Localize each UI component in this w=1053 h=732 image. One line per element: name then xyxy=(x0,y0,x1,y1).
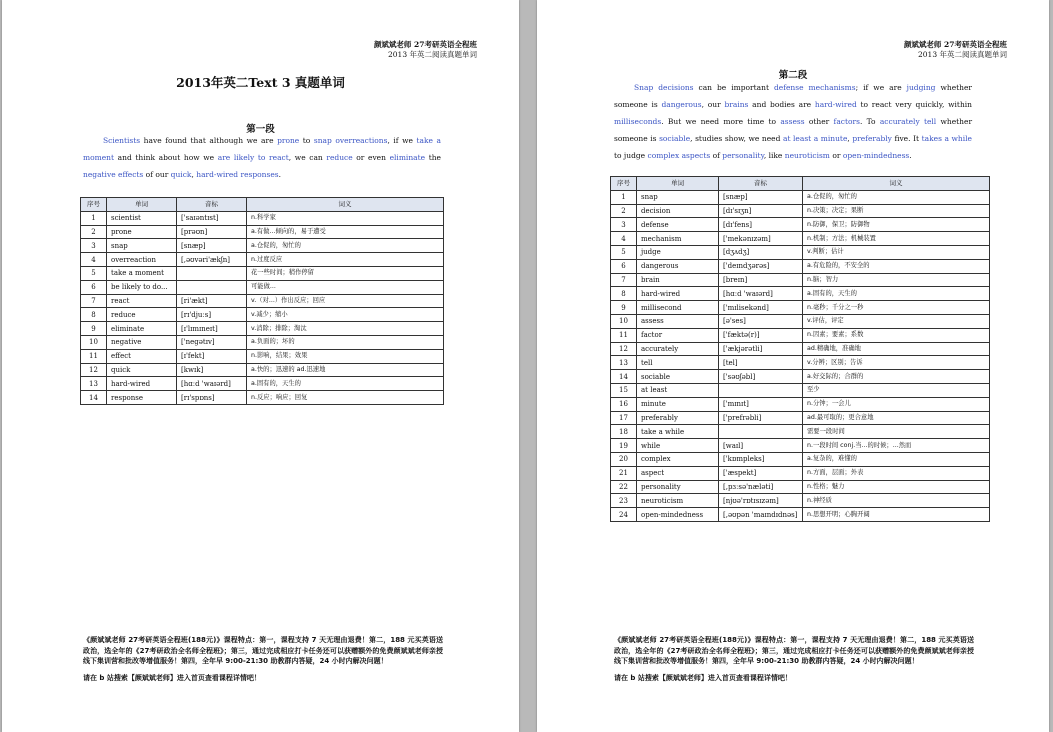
cell-meaning: n.脑；智力 xyxy=(803,273,990,287)
cell-phonetic: [dʒʌdʒ] xyxy=(719,245,803,259)
cell-meaning: a.仓促的，匆忙的 xyxy=(247,239,444,253)
cell-meaning: a.固有的，天生的 xyxy=(803,287,990,301)
cell-index: 5 xyxy=(81,266,107,280)
cell-index: 24 xyxy=(611,508,637,522)
cell-phonetic: ['negətɪv] xyxy=(177,335,247,349)
table-row xyxy=(81,391,444,405)
cell-word: prone xyxy=(107,225,177,239)
cell-phonetic: [ə'ses] xyxy=(719,314,803,328)
cell-meaning: a.有做...倾向的，易于遭受 xyxy=(247,225,444,239)
cell-word: accurately xyxy=(637,342,719,356)
cell-phonetic: [ri'ækt] xyxy=(177,294,247,308)
paragraph-text: , our xyxy=(701,100,725,109)
cell-index: 6 xyxy=(611,259,637,273)
cell-word: tell xyxy=(637,356,719,370)
highlighted-term: react xyxy=(269,153,289,162)
highlighted-term: open-mindedness xyxy=(842,151,910,160)
cell-meaning: n.神经质 xyxy=(803,494,990,508)
cell-phonetic: [hɑːd 'waɪərd] xyxy=(177,377,247,391)
cell-meaning: a.仓促的，匆忙的 xyxy=(803,190,990,204)
cell-index: 7 xyxy=(611,273,637,287)
cell-phonetic: [ɪ'fekt] xyxy=(177,349,247,363)
cell-word: millisecond xyxy=(637,301,719,315)
table-row xyxy=(611,466,990,480)
table-row xyxy=(611,218,990,232)
cell-meaning: a.好交际的；合群的 xyxy=(803,370,990,384)
cell-meaning: n.过度反应 xyxy=(247,253,444,267)
col-header-meaning: 词义 xyxy=(803,177,990,191)
cell-phonetic: ['kɒmpleks] xyxy=(719,452,803,466)
page-header xyxy=(904,40,1007,60)
table-row xyxy=(81,335,444,349)
cell-meaning: 至少 xyxy=(803,383,990,397)
highlighted-term: eliminate xyxy=(389,153,426,162)
cell-meaning: 需要一段时间 xyxy=(803,425,990,439)
cell-index: 22 xyxy=(611,480,637,494)
highlighted-term: takes a while xyxy=(921,134,972,143)
cell-meaning: n.决策；决定；果断 xyxy=(803,204,990,218)
cell-meaning: n.机制；方法；机械装置 xyxy=(803,232,990,246)
cell-index: 17 xyxy=(611,411,637,425)
cell-phonetic: [,əʊvəri'ækʃn] xyxy=(177,253,247,267)
cell-meaning: n.性格；魅力 xyxy=(803,480,990,494)
passage-paragraph-2 xyxy=(614,79,972,164)
highlighted-term: dangerous xyxy=(661,100,702,109)
highlighted-term: are likely to xyxy=(217,153,266,162)
table-row xyxy=(81,225,444,239)
cell-phonetic xyxy=(177,280,247,294)
paragraph-text: of our xyxy=(143,170,171,179)
cell-phonetic: [tel] xyxy=(719,356,803,370)
cell-meaning: n.毫秒；千分之一秒 xyxy=(803,301,990,315)
cell-index: 2 xyxy=(81,225,107,239)
cell-phonetic: [snæp] xyxy=(719,190,803,204)
cell-word: while xyxy=(637,439,719,453)
cell-index: 10 xyxy=(81,335,107,349)
cell-word: hard-wired xyxy=(107,377,177,391)
cell-index: 13 xyxy=(81,377,107,391)
highlighted-term: factors xyxy=(833,117,860,126)
table-row xyxy=(611,259,990,273)
cell-word: snap xyxy=(637,190,719,204)
cell-word: effect xyxy=(107,349,177,363)
vocab-table-2 xyxy=(610,176,990,522)
cell-meaning: v.判断；估计 xyxy=(803,245,990,259)
cell-word: judge xyxy=(637,245,719,259)
paragraph-text: . xyxy=(278,170,282,179)
highlighted-term: reduce xyxy=(326,153,353,162)
cell-meaning: n.方面，层面；外表 xyxy=(803,466,990,480)
cell-phonetic xyxy=(719,383,803,397)
table-row xyxy=(611,439,990,453)
header-subtitle: 2013 年英二阅读真题单词 xyxy=(918,50,1007,59)
table-row xyxy=(611,383,990,397)
cell-phonetic: ['saɪəntɪst] xyxy=(177,211,247,225)
cell-meaning: a.有危险的，不安全的 xyxy=(803,259,990,273)
cell-word: defense xyxy=(637,218,719,232)
highlighted-term: take a moment xyxy=(83,136,441,162)
cell-meaning: n.影响，结果；效果 xyxy=(247,349,444,363)
highlighted-term: at least a minute xyxy=(782,134,848,143)
cell-word: aspect xyxy=(637,466,719,480)
cell-meaning: v.评估，评定 xyxy=(803,314,990,328)
cell-phonetic: ['mɪnɪt] xyxy=(719,397,803,411)
cell-word: be likely to do... xyxy=(107,280,177,294)
cell-word: personality xyxy=(637,480,719,494)
cell-index: 8 xyxy=(611,287,637,301)
highlighted-term: Snap decisions xyxy=(634,83,694,92)
cell-phonetic: [njʊə'rɒtɪsɪzəm] xyxy=(719,494,803,508)
table-row xyxy=(611,245,990,259)
passage-paragraph-1 xyxy=(83,132,441,183)
cell-word: overreaction xyxy=(107,253,177,267)
cell-word: decision xyxy=(637,204,719,218)
paragraph-text: five. It xyxy=(891,134,922,143)
paragraph-text: of xyxy=(710,151,723,160)
paragraph-text: and think about how we xyxy=(114,153,218,162)
cell-index: 3 xyxy=(81,239,107,253)
table-row xyxy=(611,411,990,425)
vocab-table-1 xyxy=(80,197,444,405)
cell-index: 11 xyxy=(81,349,107,363)
paragraph-text: other xyxy=(804,117,834,126)
cell-phonetic: ['deɪndʒərəs] xyxy=(719,259,803,273)
cell-index: 6 xyxy=(81,280,107,294)
paragraph-text: have found that although we are xyxy=(140,136,278,145)
cell-phonetic: [snæp] xyxy=(177,239,247,253)
cell-index: 1 xyxy=(611,190,637,204)
table-row xyxy=(611,425,990,439)
cell-meaning: a.复杂的，难懂的 xyxy=(803,452,990,466)
highlighted-term: prone xyxy=(277,136,300,145)
cell-meaning: v.分辨；区别；告诉 xyxy=(803,356,990,370)
cell-word: quick xyxy=(107,363,177,377)
cell-index: 12 xyxy=(611,342,637,356)
cell-word: take a moment xyxy=(107,266,177,280)
cell-meaning: a.负面的；坏的 xyxy=(247,335,444,349)
paragraph-text: , like xyxy=(763,151,785,160)
table-row xyxy=(611,356,990,370)
cell-index: 21 xyxy=(611,466,637,480)
table-row xyxy=(81,266,444,280)
header-course: 颜斌斌老师 27考研英语全程班 xyxy=(373,40,477,49)
highlighted-term: milliseconds xyxy=(614,117,662,126)
paragraph-text: the xyxy=(425,153,441,162)
highlighted-term: assess xyxy=(780,117,805,126)
cell-meaning: ad.精确地，准确地 xyxy=(803,342,990,356)
table-row xyxy=(81,294,444,308)
col-header-meaning: 词义 xyxy=(247,198,444,212)
paragraph-text: can be important xyxy=(693,83,774,92)
paragraph-text: or xyxy=(829,151,843,160)
paragraph-text: , studies show, we need xyxy=(690,134,783,143)
cell-meaning: a.固有的，天生的 xyxy=(247,377,444,391)
course-footer-cta: 请在 b 站搜索【颜斌斌老师】进入首页查看课程详情吧！ xyxy=(614,674,792,682)
paragraph-text: whether someone is xyxy=(614,83,973,109)
cell-word: eliminate xyxy=(107,322,177,336)
paragraph-text: . But we need more time to xyxy=(661,117,781,126)
cell-meaning: v.减少；缩小 xyxy=(247,308,444,322)
course-footer: 《颜斌斌老师 27考研英语全程班(188元)》课程特点：第一，课程支持 7 天无理由退费！第二，188 元买英语送政治，选全年的《27考研政治全名师全程班》；第三，通过完成相应打卡任务还可以获赠额外的免费颜斌斌老师亲授线下集训营和批改等增值服务！第四，全年早 9:00-21:30 助教群内答疑，24 小时内解决问题！ xyxy=(83,636,443,665)
cell-index: 12 xyxy=(81,363,107,377)
highlighted-term: brains xyxy=(724,100,749,109)
paragraph-text: , if we xyxy=(387,136,417,145)
cell-phonetic: [,pɜːsə'næləti] xyxy=(719,480,803,494)
cell-phonetic: ['səʊʃəbl] xyxy=(719,370,803,384)
table-row xyxy=(81,349,444,363)
course-footer-cta: 请在 b 站搜索【颜斌斌老师】进入首页查看课程详情吧！ xyxy=(83,674,261,682)
cell-phonetic: [kwɪk] xyxy=(177,363,247,377)
paragraph-text: to xyxy=(299,136,314,145)
highlighted-term: Scientists xyxy=(103,136,141,145)
cell-word: dangerous xyxy=(637,259,719,273)
table-row xyxy=(611,287,990,301)
cell-index: 5 xyxy=(611,245,637,259)
highlighted-term: personality xyxy=(722,151,764,160)
cell-meaning: ad.最可取的；更合意地 xyxy=(803,411,990,425)
table-row xyxy=(611,508,990,522)
document-page-2 xyxy=(537,0,1049,732)
cell-word: sociable xyxy=(637,370,719,384)
cell-index: 14 xyxy=(611,370,637,384)
table-row xyxy=(611,301,990,315)
cell-index: 1 xyxy=(81,211,107,225)
cell-word: react xyxy=(107,294,177,308)
highlighted-term: sociable xyxy=(659,134,691,143)
cell-word: preferably xyxy=(637,411,719,425)
cell-phonetic: [ɪ'lɪmɪneɪt] xyxy=(177,322,247,336)
table-row xyxy=(611,204,990,218)
cell-phonetic: [waɪl] xyxy=(719,439,803,453)
table-row xyxy=(81,211,444,225)
cell-meaning: n.分钟；一会儿 xyxy=(803,397,990,411)
cell-word: hard-wired xyxy=(637,287,719,301)
table-row xyxy=(611,480,990,494)
cell-meaning: n.思想开明；心胸开阔 xyxy=(803,508,990,522)
highlighted-term: hard-wired responses xyxy=(196,170,279,179)
table-row xyxy=(81,322,444,336)
cell-phonetic: [breɪn] xyxy=(719,273,803,287)
table-row xyxy=(611,232,990,246)
cell-index: 11 xyxy=(611,328,637,342)
paragraph-text: or even xyxy=(352,153,390,162)
cell-word: mechanism xyxy=(637,232,719,246)
page-header xyxy=(374,40,477,60)
cell-meaning: 可能做... xyxy=(247,280,444,294)
cell-meaning: a.快的；迅速的 ad.迅速地 xyxy=(247,363,444,377)
page-title: 2013年英二Text 3 真题单词 xyxy=(176,75,345,90)
table-row xyxy=(81,363,444,377)
cell-word: negative xyxy=(107,335,177,349)
cell-meaning: n.防御，保卫；防御物 xyxy=(803,218,990,232)
course-footer: 《颜斌斌老师 27考研英语全程班(188元)》课程特点：第一，课程支持 7 天无理由退费！第二，188 元买英语送政治，选全年的《27考研政治全名师全程班》；第三，通过完成相应打卡任务还可以获赠额外的免费颜斌斌老师亲授线下集训营和批改等增值服务！第四，全年早 9:00-21:30 助教群内答疑，24 小时内解决问题！ xyxy=(614,636,974,665)
col-header-word: 单词 xyxy=(107,198,177,212)
table-row xyxy=(81,239,444,253)
highlighted-term: hard-wired xyxy=(814,100,857,109)
paragraph-text: to react very quickly, within xyxy=(856,100,973,109)
cell-phonetic xyxy=(177,266,247,280)
paragraph-text: , xyxy=(191,170,197,179)
cell-phonetic: ['prefrəbli] xyxy=(719,411,803,425)
cell-phonetic: ['æspekt] xyxy=(719,466,803,480)
table-row xyxy=(81,253,444,267)
cell-word: reduce xyxy=(107,308,177,322)
cell-index: 16 xyxy=(611,397,637,411)
cell-word: complex xyxy=(637,452,719,466)
document-page-1 xyxy=(2,0,519,732)
cell-index: 4 xyxy=(81,253,107,267)
highlighted-term: defense mechanisms xyxy=(773,83,856,92)
cell-index: 4 xyxy=(611,232,637,246)
table-row xyxy=(611,452,990,466)
table-row xyxy=(611,328,990,342)
cell-index: 13 xyxy=(611,356,637,370)
table-row xyxy=(611,370,990,384)
paragraph-text: , we can xyxy=(288,153,327,162)
cell-word: snap xyxy=(107,239,177,253)
cell-phonetic: ['ækjərətli] xyxy=(719,342,803,356)
cell-phonetic: [dɪ'sɪʒn] xyxy=(719,204,803,218)
paragraph-text: . xyxy=(909,151,912,160)
cell-index: 23 xyxy=(611,494,637,508)
cell-meaning: n.因素；要素；系数 xyxy=(803,328,990,342)
highlighted-term: accurately tell xyxy=(879,117,937,126)
highlighted-term: judging xyxy=(906,83,936,92)
paragraph-text: ; if we are xyxy=(855,83,907,92)
col-header-index: 序号 xyxy=(611,177,637,191)
highlighted-term: quick xyxy=(170,170,192,179)
cell-index: 18 xyxy=(611,425,637,439)
cell-index: 20 xyxy=(611,452,637,466)
table-row xyxy=(611,190,990,204)
paragraph-text: and bodies are xyxy=(748,100,815,109)
header-subtitle: 2013 年英二阅读真题单词 xyxy=(388,50,477,59)
col-header-index: 序号 xyxy=(81,198,107,212)
table-row xyxy=(611,397,990,411)
cell-phonetic: ['mekənɪzəm] xyxy=(719,232,803,246)
cell-phonetic xyxy=(719,425,803,439)
table-row xyxy=(611,273,990,287)
highlighted-term: overreactions xyxy=(335,136,388,145)
section-heading-2: 第二段 xyxy=(778,70,808,81)
cell-phonetic: ['fæktə(r)] xyxy=(719,328,803,342)
cell-phonetic: ['mɪlisekənd] xyxy=(719,301,803,315)
col-header-word: 单词 xyxy=(637,177,719,191)
cell-index: 14 xyxy=(81,391,107,405)
section-heading-1: 第一段 xyxy=(246,124,275,135)
highlighted-term: complex aspects xyxy=(647,151,711,160)
paragraph-text: whether someone is xyxy=(614,117,973,143)
cell-word: factor xyxy=(637,328,719,342)
header-course: 颜斌斌老师 27考研英语全程班 xyxy=(903,40,1007,49)
cell-word: take a while xyxy=(637,425,719,439)
cell-phonetic: [dɪ'fens] xyxy=(719,218,803,232)
highlighted-term: neuroticism xyxy=(784,151,830,160)
cell-phonetic: [,əʊpən 'maɪndɪdnəs] xyxy=(719,508,803,522)
cell-index: 2 xyxy=(611,204,637,218)
highlighted-term: snap xyxy=(313,136,332,145)
table-row xyxy=(611,342,990,356)
cell-word: response xyxy=(107,391,177,405)
cell-meaning: v.消除；排除；淘汰 xyxy=(247,322,444,336)
cell-meaning: n.一段时间 conj.当...的时候；...然而 xyxy=(803,439,990,453)
cell-meaning: v.（对...）作出反应；回应 xyxy=(247,294,444,308)
cell-index: 15 xyxy=(611,383,637,397)
cell-word: minute xyxy=(637,397,719,411)
table-row xyxy=(611,494,990,508)
cell-meaning: n.反应；响应；回复 xyxy=(247,391,444,405)
highlighted-term: negative effects xyxy=(83,170,144,179)
col-header-phonetic: 音标 xyxy=(177,198,247,212)
col-header-phonetic: 音标 xyxy=(719,177,803,191)
highlighted-term: preferably xyxy=(852,134,892,143)
cell-word: neuroticism xyxy=(637,494,719,508)
cell-index: 10 xyxy=(611,314,637,328)
cell-phonetic: [prəʊn] xyxy=(177,225,247,239)
table-row xyxy=(81,377,444,391)
cell-word: open-mindedness xyxy=(637,508,719,522)
cell-word: brain xyxy=(637,273,719,287)
table-row xyxy=(81,280,444,294)
cell-word: assess xyxy=(637,314,719,328)
paragraph-text: to judge xyxy=(614,151,648,160)
cell-index: 3 xyxy=(611,218,637,232)
cell-meaning: 花一些时间；稍作停留 xyxy=(247,266,444,280)
cell-phonetic: [rɪ'djuːs] xyxy=(177,308,247,322)
cell-meaning: n.科学家 xyxy=(247,211,444,225)
paragraph-text: . To xyxy=(859,117,880,126)
cell-index: 7 xyxy=(81,294,107,308)
cell-index: 8 xyxy=(81,308,107,322)
table-row xyxy=(611,314,990,328)
cell-phonetic: [hɑːd 'waɪərd] xyxy=(719,287,803,301)
paragraph-text: , xyxy=(847,134,853,143)
cell-index: 9 xyxy=(611,301,637,315)
cell-phonetic: [rɪ'spɒns] xyxy=(177,391,247,405)
cell-index: 9 xyxy=(81,322,107,336)
cell-index: 19 xyxy=(611,439,637,453)
cell-word: scientist xyxy=(107,211,177,225)
cell-word: at least xyxy=(637,383,719,397)
table-row xyxy=(81,308,444,322)
